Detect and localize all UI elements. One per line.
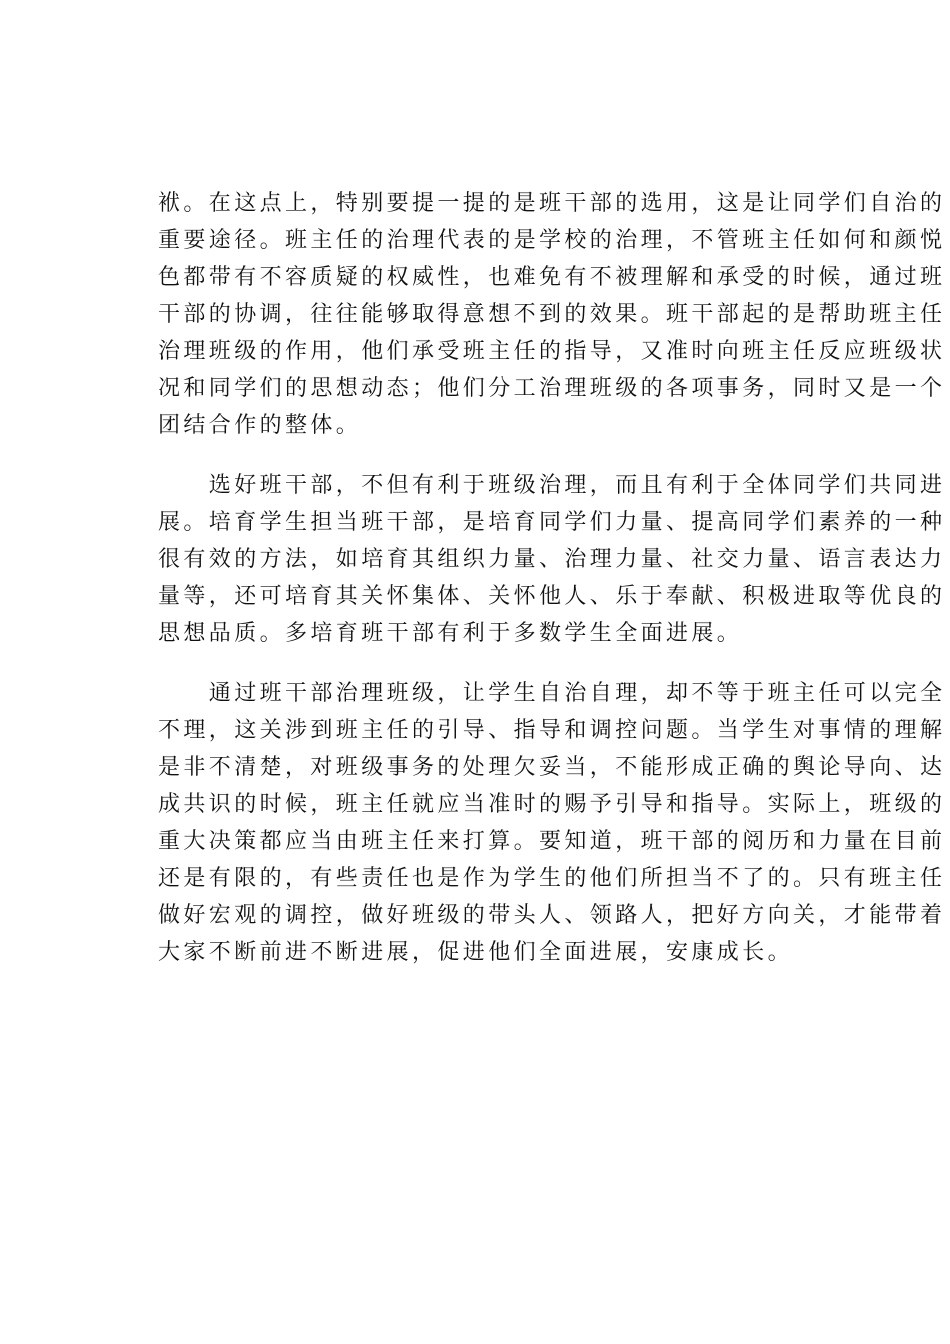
document-body bbox=[158, 185, 946, 971]
text-line: 袱。在这点上，特别要提一提的是班干部的选用，这是让同学们自治的 bbox=[158, 191, 946, 216]
text-line: 干部的协调，往往能够取得意想不到的效果。班干部起的是帮助班主任 bbox=[158, 302, 946, 327]
text-line: 还是有限的，有些责任也是作为学生的他们所担当不了的。只有班主任 bbox=[158, 866, 946, 891]
text-line: 色都带有不容质疑的权威性，也难免有不被理解和承受的时候，通过班 bbox=[158, 265, 946, 290]
text-line: 重要途径。班主任的治理代表的是学校的治理，不管班主任如何和颜悦 bbox=[158, 228, 946, 253]
text-line: 不理，这关涉到班主任的引导、指导和调控问题。当学生对事情的理解 bbox=[158, 718, 946, 743]
text-line: 通过班干部治理班级，让学生自治自理，却不等于班主任可以完全 bbox=[158, 681, 946, 706]
text-line: 思想品质。多培育班干部有利于多数学生全面进展。 bbox=[158, 621, 743, 646]
paragraph-spacer bbox=[158, 652, 838, 675]
text-line: 团结合作的整体。 bbox=[158, 413, 362, 438]
paragraph-3 bbox=[158, 675, 946, 971]
text-line: 量等，还可培育其关怀集体、关怀他人、乐于奉献、积极进取等优良的 bbox=[158, 584, 946, 609]
text-line: 选好班干部，不但有利于班级治理，而且有利于全体同学们共同进 bbox=[158, 473, 946, 498]
text-line: 大家不断前进不断进展，促进他们全面进展，安康成长。 bbox=[158, 940, 794, 965]
text-line: 况和同学们的思想动态；他们分工治理班级的各项事务，同时又是一个 bbox=[158, 376, 946, 401]
text-line: 是非不清楚，对班级事务的处理欠妥当，不能形成正确的舆论导向、达 bbox=[158, 755, 946, 780]
text-line: 治理班级的作用，他们承受班主任的指导，又准时向班主任反应班级状 bbox=[158, 339, 946, 364]
paragraph-2 bbox=[158, 467, 946, 652]
text-line: 成共识的时候，班主任就应当准时的赐予引导和指导。实际上，班级的 bbox=[158, 792, 946, 817]
text-line: 做好宏观的调控，做好班级的带头人、领路人，把好方向关，才能带着 bbox=[158, 903, 946, 928]
text-line: 展。培育学生担当班干部，是培育同学们力量、提高同学们素养的一种 bbox=[158, 510, 946, 535]
text-line: 重大决策都应当由班主任来打算。要知道，班干部的阅历和力量在目前 bbox=[158, 829, 946, 854]
paragraph-spacer bbox=[158, 444, 838, 467]
text-line: 很有效的方法，如培育其组织力量、治理力量、社交力量、语言表达力 bbox=[158, 547, 946, 572]
paragraph-1 bbox=[158, 185, 946, 444]
